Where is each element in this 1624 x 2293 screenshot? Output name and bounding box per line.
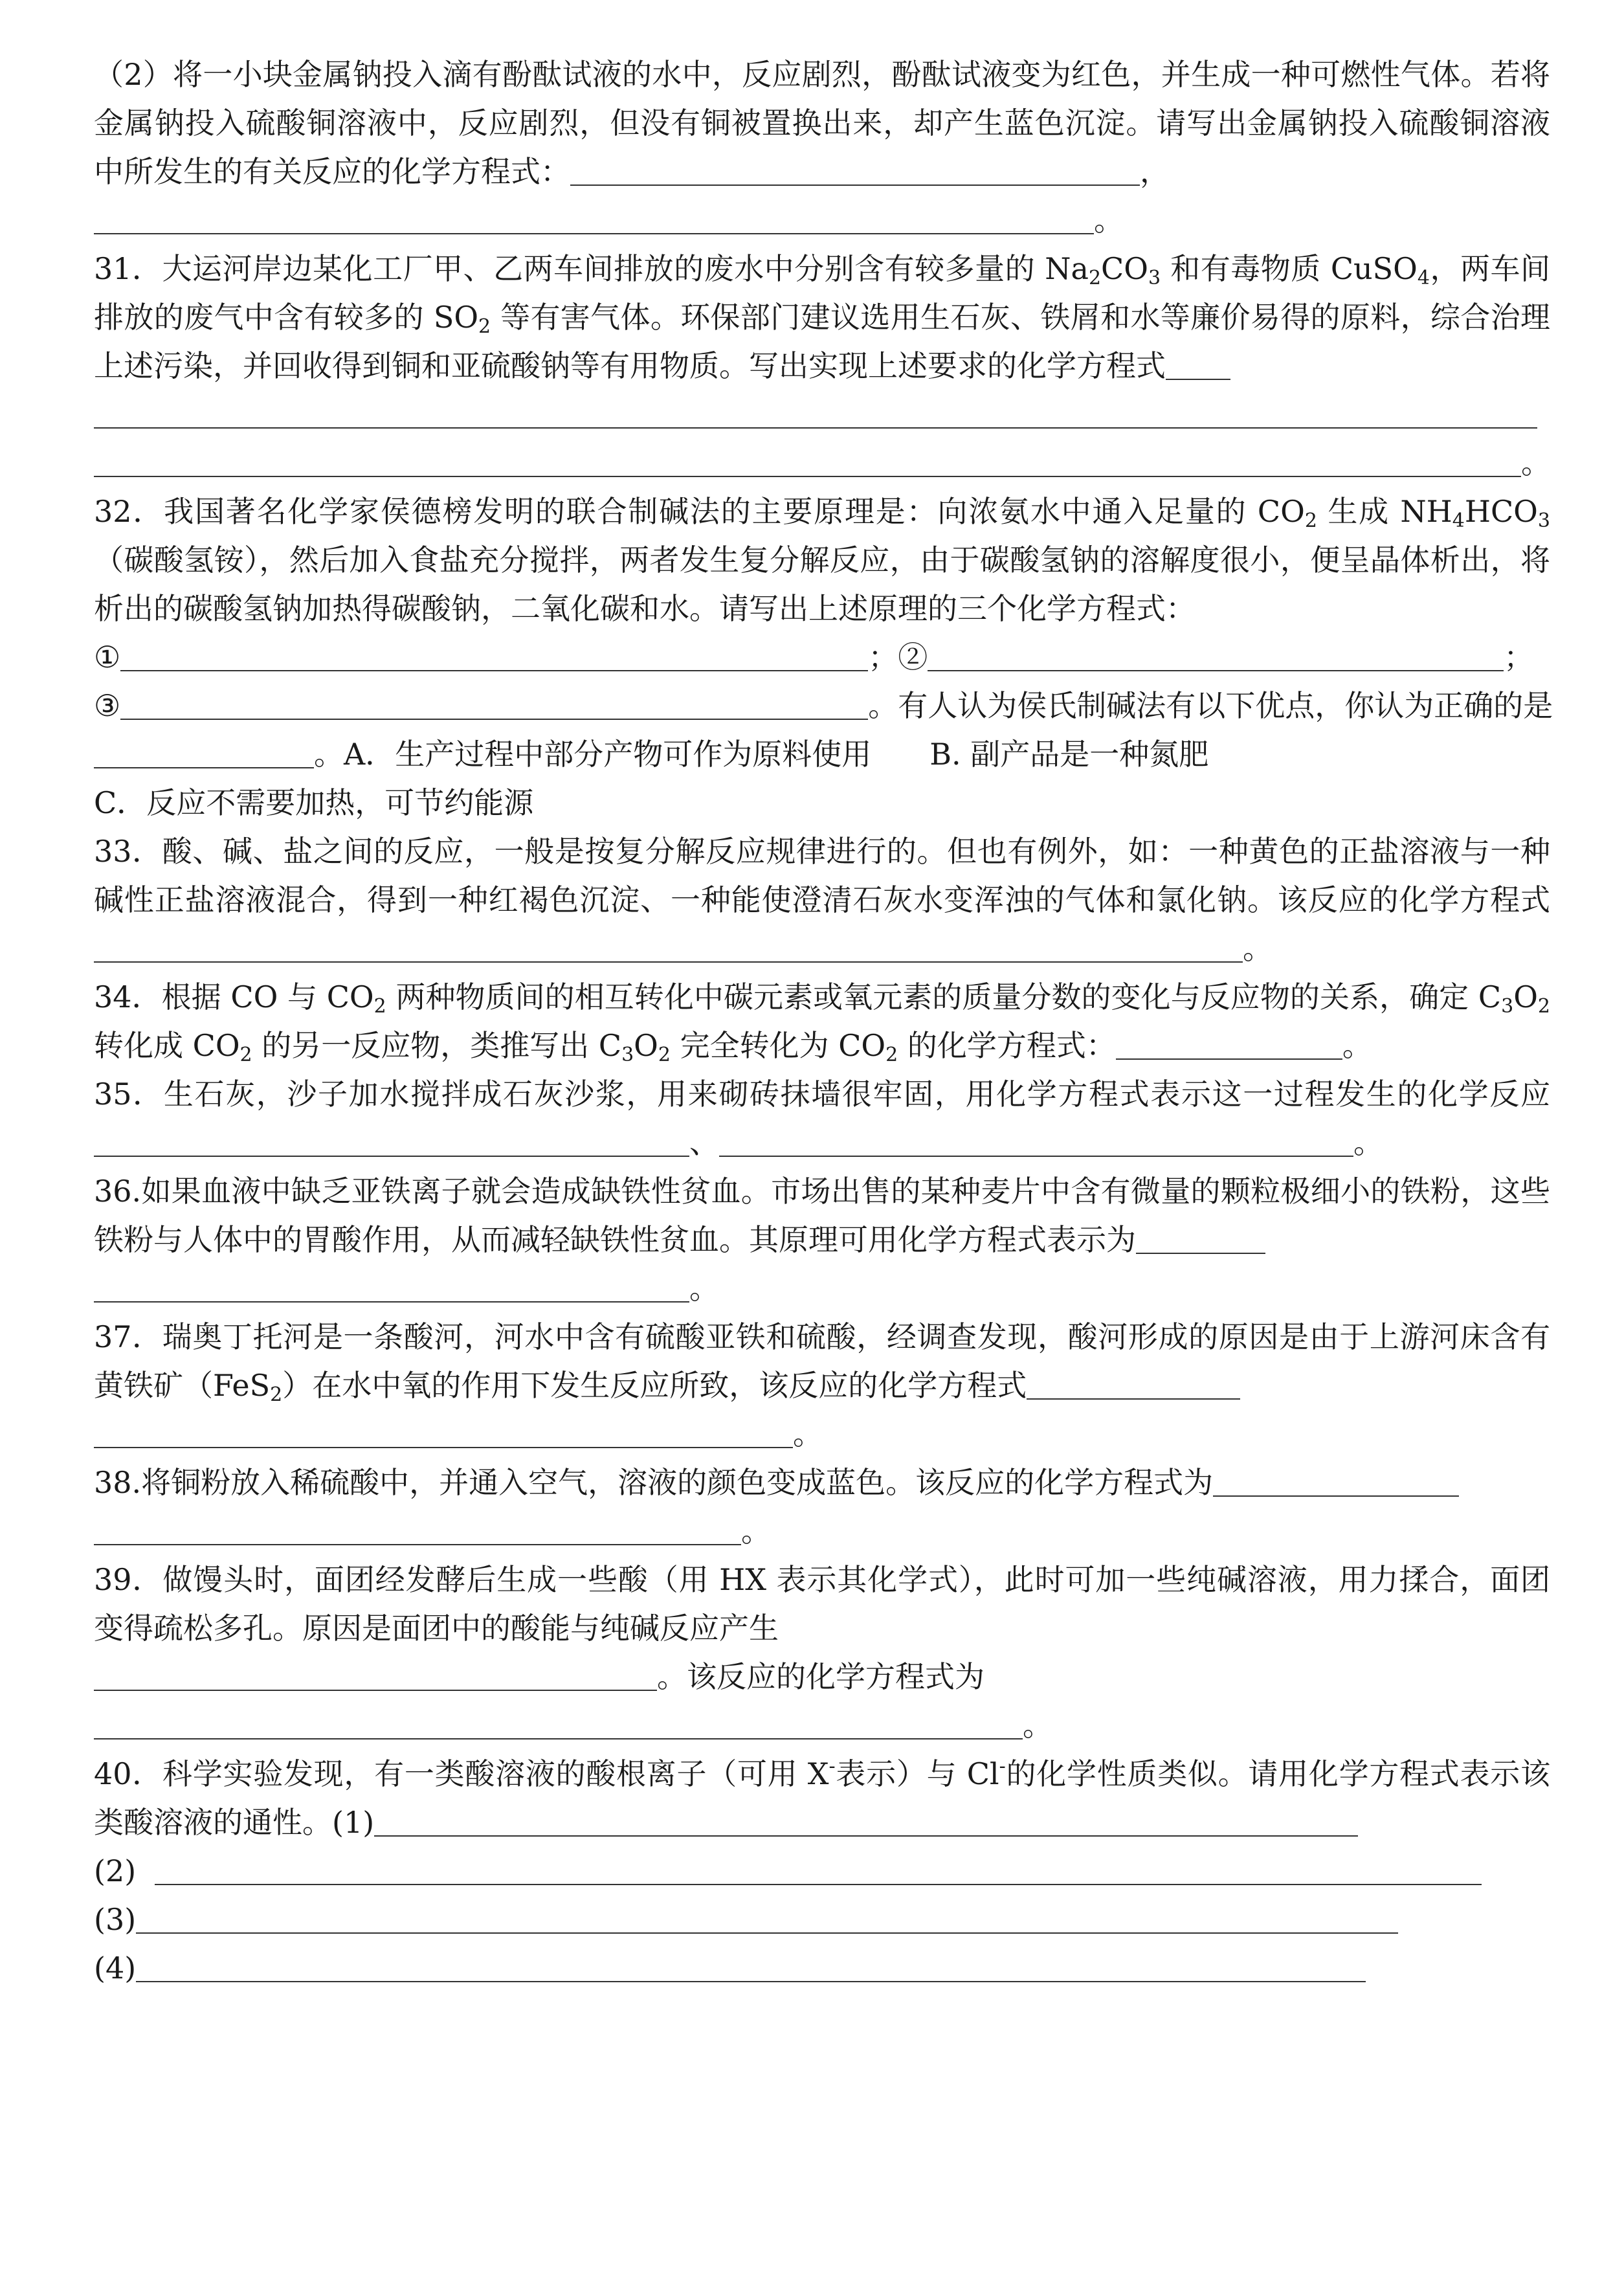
q31-text-b: CO [1101, 251, 1148, 286]
q30-2-separator: ， [1140, 154, 1170, 189]
question-32 [94, 487, 1553, 827]
q30-2-answer-blank-1[interactable] [570, 157, 1140, 186]
question-35 [94, 1070, 1550, 1167]
q34-sub: 3 [1501, 995, 1514, 1018]
q35-separator: 、 [689, 1125, 719, 1160]
q32-mark-1: ① [94, 640, 121, 675]
q33-text: 33．酸、碱、盐之间的反应，一般是按复分解反应规律进行的。但也有例外，如：一种黄色的正盐溶液与一种碱性正盐溶液混合，得到一种红褐色沉淀、一种能使澄清石灰水变浑浊的气体和氯化钠。该反应的化学方程式 [94, 834, 1550, 917]
q39-answer-blank-2[interactable] [94, 1711, 1023, 1739]
question-31 [94, 245, 1550, 487]
q34-text-g: 完全转化为 CO [670, 1028, 886, 1063]
q32-option-c: C．反应不需要加热，可节约能源 [94, 785, 534, 820]
question-33 [94, 827, 1550, 973]
q33-answer-blank[interactable] [94, 934, 1243, 963]
q36-end: 。 [689, 1271, 719, 1306]
question-34 [94, 973, 1550, 1070]
q34-sub: 2 [658, 1044, 671, 1066]
q40-sup: - [999, 1755, 1006, 1778]
q34-sub: 2 [1537, 995, 1550, 1018]
q39-mid: 。该反应的化学方程式为 [657, 1659, 984, 1694]
q34-sub: 3 [621, 1044, 634, 1066]
q31-text-c: 和有毒物质 CuSO [1161, 251, 1418, 286]
q35-answer-blank-2[interactable] [719, 1128, 1353, 1157]
q32-equation-2-blank[interactable] [928, 643, 1504, 671]
worksheet-page [94, 50, 1553, 1993]
q32-text-c: HCO [1464, 494, 1538, 529]
q40-item-2-label: (2) [94, 1853, 137, 1888]
q34-text-a: 34．根据 CO 与 CO [94, 979, 374, 1014]
q37-answer-blank-1[interactable] [1027, 1371, 1240, 1400]
q31-text-a: 31．大运河岸边某化工厂甲、乙两车间排放的废水中分别含有较多量的 Na [94, 251, 1089, 286]
q32-option-a: A．生产过程中部分产物可作为原料使用 [344, 737, 872, 772]
q30-2-end: 。 [1094, 203, 1124, 238]
q32-after-blank: 。 [314, 737, 344, 772]
q32-text-d: （碳酸氢铵），然后加入食盐充分搅拌，两者发生复分解反应，由于碳酸氢钠的溶解度很小，便呈晶体析出，将析出的碳酸氢钠加热得碳酸钠，二氧化碳和水。请写出上述原理的三个化学方程式： [94, 542, 1550, 626]
q34-text-f: O [634, 1028, 658, 1063]
q34-text-e: 的另一反应物，类推写出 C [252, 1028, 622, 1063]
q40-text-c: 的化学性质类似。请用化学方程式表示该类酸溶液的通性。(1) [94, 1756, 1551, 1840]
q38-end: 。 [741, 1514, 771, 1549]
question-36 [94, 1167, 1550, 1313]
q35-answer-blank-1[interactable] [94, 1128, 689, 1157]
q40-answer-blank-3[interactable] [136, 1905, 1398, 1934]
question-30-part-2 [94, 50, 1550, 245]
q32-sub: 3 [1537, 509, 1550, 532]
q32-mark-2-end: ； [1504, 640, 1534, 675]
q31-answer-blank-1[interactable] [1166, 352, 1230, 380]
q32-text-a: 32．我国著名化学家侯德榜发明的联合制碱法的主要原理是：向浓氨水中通入足量的 CO [94, 494, 1305, 529]
q34-text-c: O [1513, 979, 1538, 1014]
q39-answer-blank-1[interactable] [94, 1662, 657, 1691]
q40-text-b: 表示）与 Cl [835, 1756, 999, 1791]
q35-text: 35．生石灰，沙子加水搅拌成石灰沙浆，用来砌砖抹墙很牢固，用化学方程式表示这一过程发生的化学反应 [94, 1077, 1550, 1112]
q32-text-b: 生成 NH [1317, 494, 1452, 529]
q31-end: 。 [1521, 445, 1551, 480]
q38-answer-blank-2[interactable] [94, 1517, 741, 1545]
q32-sub: 4 [1452, 509, 1465, 532]
question-38 [94, 1459, 1550, 1556]
q34-sub: 2 [373, 995, 386, 1018]
q33-end: 。 [1243, 931, 1273, 966]
question-40 [94, 1750, 1550, 1993]
q30-2-text: （2）将一小块金属钠投入滴有酚酞试液的水中，反应剧烈，酚酞试液变为红色，并生成一种可燃性气体。若将金属钠投入硫酸铜溶液中，反应剧烈，但没有铜被置换出来，却产生蓝色沉淀。请写出金属钠投入硫酸铜溶液中所发生的有关反应的化学方程式： [94, 57, 1550, 189]
question-37 [94, 1313, 1550, 1459]
q32-mark-2: ；② [868, 640, 928, 675]
q34-text-h: 的化学方程式： [898, 1028, 1116, 1063]
q32-option-b: B. 副产品是一种氮肥 [929, 737, 1209, 772]
q37-answer-blank-2[interactable] [94, 1420, 793, 1448]
q34-sub: 2 [239, 1044, 252, 1066]
q31-sub: 2 [1088, 267, 1102, 289]
q34-answer-blank[interactable] [1116, 1031, 1342, 1060]
q30-2-answer-blank-2[interactable] [94, 206, 1094, 234]
q32-equation-3-blank[interactable] [120, 691, 868, 720]
q38-text: 38.将铜粉放入稀硫酸中，并通入空气，溶液的颜色变成蓝色。该反应的化学方程式为 [94, 1465, 1214, 1500]
q39-text: 39．做馒头时，面团经发酵后生成一些酸（用 HX 表示其化学式），此时可加一些纯碱溶液，用力揉合，面团变得疏松多孔。原因是面团中的酸能与纯碱反应产生 [94, 1562, 1550, 1646]
q31-answer-blank-2[interactable] [94, 400, 1537, 429]
q37-text-a: 37．瑞奥丁托河是一条酸河，河水中含有硫酸亚铁和硫酸，经调查发现，酸河形成的原因是由于上游河床含有黄铁矿（FeS [94, 1319, 1550, 1403]
q39-end: 。 [1023, 1708, 1052, 1743]
q32-choice-blank[interactable] [94, 740, 314, 768]
q40-item-3-label: (3) [94, 1902, 137, 1937]
q34-text-b: 两种物质间的相互转化中碳元素或氧元素的质量分数的变化与反应物的关系，确定 C [386, 979, 1502, 1014]
q31-sub: 3 [1148, 267, 1161, 289]
q32-after-3: 。有人认为侯氏制碱法有以下优点，你认为正确的是 [868, 688, 1553, 723]
q34-text-d: 转化成 CO [94, 1028, 240, 1063]
q40-answer-blank-4[interactable] [136, 1954, 1366, 1982]
q36-text: 36.如果血液中缺乏亚铁离子就会造成缺铁性贫血。市场出售的某种麦片中含有微量的颗粒极细小的铁粉，这些铁粉与人体中的胃酸作用，从而减轻缺铁性贫血。其原理可用化学方程式表示为 [94, 1174, 1550, 1257]
q34-end: 。 [1342, 1028, 1372, 1063]
q40-item-4-label: (4) [94, 1951, 137, 1985]
q40-answer-blank-1[interactable] [374, 1808, 1358, 1837]
q36-answer-blank-2[interactable] [94, 1274, 689, 1303]
q38-answer-blank-1[interactable] [1213, 1468, 1459, 1497]
q31-text-e: 等有害气体。环保部门建议选用生石灰、铁屑和水等廉价易得的原料，综合治理上述污染，并回收得到铜和亚硫酸钠等有用物质。写出实现上述要求的化学方程式 [94, 300, 1550, 383]
q40-answer-blank-2[interactable] [155, 1857, 1482, 1885]
q36-answer-blank-1[interactable] [1136, 1225, 1265, 1254]
question-39 [94, 1556, 1550, 1750]
q34-sub: 2 [885, 1044, 898, 1066]
q40-sup: - [829, 1755, 836, 1778]
q31-text-d: ，两车间排放的废气中含有较多的 SO [94, 251, 1550, 335]
q40-text-a: 40．科学实验发现，有一类酸溶液的酸根离子（可用 X [94, 1756, 829, 1791]
q31-answer-blank-3[interactable] [94, 449, 1521, 477]
q31-sub: 4 [1417, 267, 1430, 289]
q35-end: 。 [1353, 1125, 1383, 1160]
q31-sub: 2 [478, 315, 491, 338]
q32-mark-3: ③ [94, 688, 121, 723]
q32-sub: 2 [1304, 509, 1317, 532]
q37-sub: 2 [270, 1383, 283, 1406]
q37-text-b: ）在水中氧的作用下发生反应所致，该反应的化学方程式 [282, 1368, 1027, 1403]
q32-equation-1-blank[interactable] [120, 643, 868, 671]
q37-end: 。 [793, 1416, 823, 1451]
